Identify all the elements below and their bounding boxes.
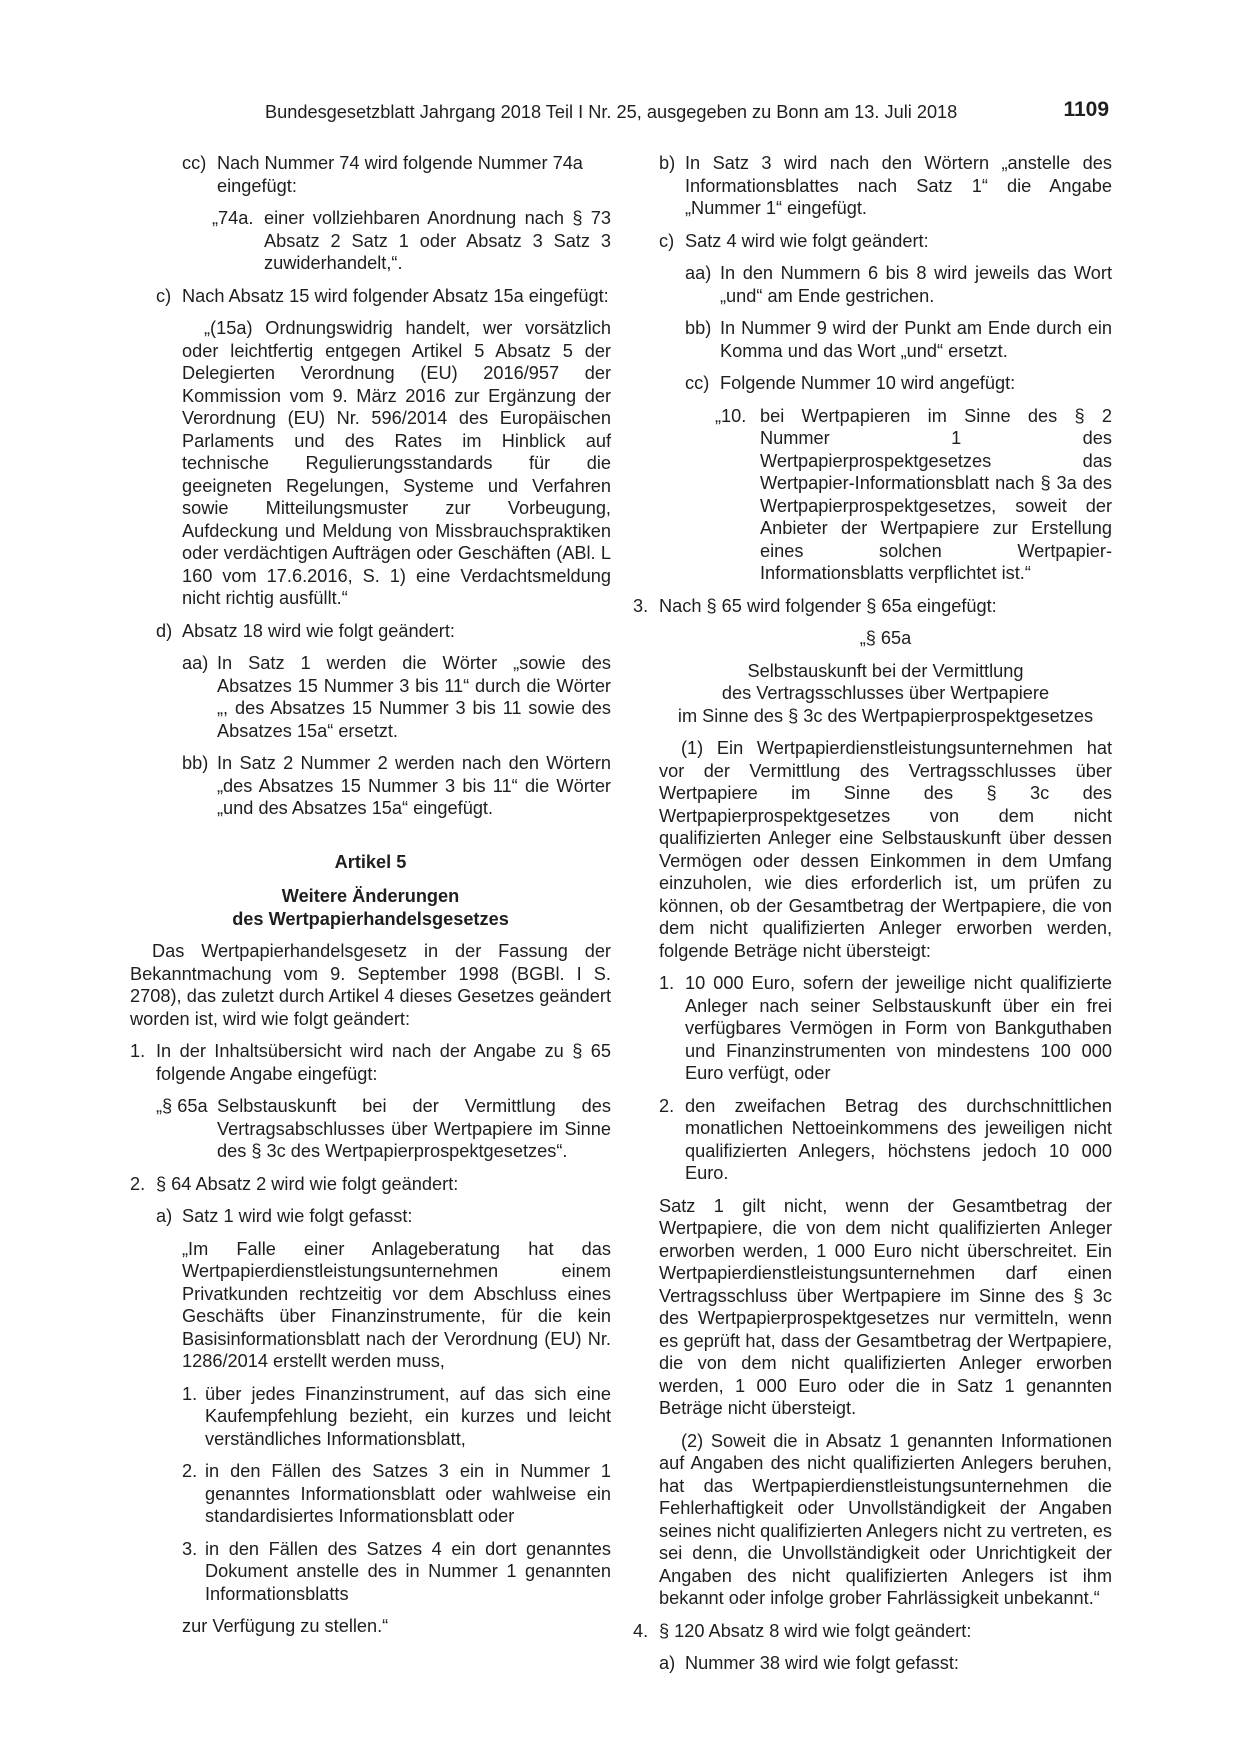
list-item-cc bbox=[685, 372, 1112, 395]
list-item-aa bbox=[685, 262, 1112, 307]
list-text: Nach Absatz 15 wird folgender Absatz 15a eingefügt: bbox=[182, 285, 609, 306]
quote-list-item-3 bbox=[182, 1538, 611, 1606]
section-paragraph-2: (2) Soweit die in Absatz 1 genannten Informationen auf Angaben des nicht qualifizierten Anlegers beruhen, hat das Wertpapierdienstleistungsunternehmen die Fehlerhaftigkeit oder Unvollständigkeit der Angaben seines nicht qualifizierten Anlegers nicht zu vertreten, es sei denn, die Unvollständigkeit oder Unrichtigkeit der Angaben des nicht qualifizierten Anlegers ist ihm bekannt oder infolge grober Fahrlässigkeit unbekannt.“ bbox=[659, 1430, 1112, 1608]
quoted-paragraph-15a: „(15a) Ordnungswidrig handelt, wer vorsätzlich oder leichtfertig entgegen Artikel 5 Absatz 5 der Delegierten Verordnung (EU) 2016/957 der Kommission vom 9. März 2016 zur Ergänzung der Verordnung (EU) Nr. 596/2014 des Europäischen Parlaments und des Rates im Hinblick auf technische Regulierungsstandards für die geeigneten Regelungen, Systeme und Verfahren sowie Mitteilungsmuster zur Vorbeugung, Aufdeckung und Meldung von Missbrauchspraktiken oder verdächtigen Aufträgen oder Geschäften (ABl. L 160 vom 17.6.2016, S. 1) eine Verdachtsmeldung nicht richtig ausfüllt.“ bbox=[182, 318, 611, 608]
list-text: In den Nummern 6 bis 8 wird jeweils das Wort „und“ am Ende gestrichen. bbox=[720, 263, 1112, 306]
list-marker: c) bbox=[659, 230, 675, 251]
list-item-c bbox=[156, 285, 611, 308]
list-text: in den Fällen des Satzes 3 ein in Nummer 1 genanntes Informationsblatt oder wahlweise ein standardisiertes Informationsblatt oder bbox=[205, 1461, 611, 1526]
list-text: über jedes Finanzinstrument, auf das sich eine Kaufempfehlung bezieht, ein kurzes und leicht verständliches Informationsblatt, bbox=[205, 1383, 611, 1449]
list-item-3 bbox=[633, 595, 1112, 618]
list-marker: d) bbox=[156, 620, 173, 641]
list-marker: „§ 65a bbox=[156, 1096, 208, 1116]
list-marker: 2. bbox=[130, 1173, 146, 1194]
quote-closing: zur Verfügung zu stellen.“ bbox=[182, 1616, 389, 1636]
list-text: In Satz 2 Nummer 2 werden nach den Wörtern „des Absatzes 15 Nummer 3 bis 11“ die Wörter „und des Absatzes 15a“ eingefügt. bbox=[217, 753, 611, 818]
list-text: bei Wertpapieren im Sinne des § 2 Nummer 1 des Wertpapierprospektgesetzes das Wertpapier-Informationsblatt nach § 3a des Wertpapierprospektgesetzes, soweit der Anbieter der Wertpapiere zur Erstellung eines solchen Wertpapier-Informationsblatts verpflichtet ist.“ bbox=[760, 405, 1112, 583]
list-marker: bb) bbox=[182, 753, 209, 773]
list-marker: „74a. bbox=[212, 208, 254, 228]
list-marker: 2. bbox=[182, 1461, 198, 1481]
article-title-line-1: Weitere Änderungen bbox=[281, 886, 460, 906]
list-item-2 bbox=[130, 1173, 611, 1196]
article-title-line-2: des Wertpapierhandelsgesetzes bbox=[232, 908, 509, 929]
list-marker: b) bbox=[659, 153, 676, 173]
running-header: Bundesgesetzblatt Jahrgang 2018 Teil I Nr. 25, ausgegeben zu Bonn am 13. Juli 2018 bbox=[265, 102, 958, 122]
list-marker: c) bbox=[156, 285, 172, 306]
right-column bbox=[633, 152, 1112, 1675]
list-marker: aa) bbox=[182, 653, 209, 673]
left-column bbox=[130, 152, 611, 1638]
list-marker: 1. bbox=[130, 1041, 146, 1061]
list-item-1 bbox=[130, 1040, 611, 1085]
list-text: In Satz 3 wird nach den Wörtern „anstelle des Informationsblattes nach Satz 1“ die Angabe „Nummer 1“ eingefügt. bbox=[685, 153, 1112, 218]
section-list-item-1 bbox=[659, 972, 1112, 1085]
list-marker: 3. bbox=[182, 1538, 198, 1559]
list-text: Nach Nummer 74 wird folgende Nummer 74a eingefügt: bbox=[217, 153, 583, 196]
list-text: Satz 4 wird wie folgt geändert: bbox=[685, 230, 929, 251]
section-number: „§ 65a bbox=[859, 628, 912, 648]
list-text: Folgende Nummer 10 wird angefügt: bbox=[720, 373, 1016, 393]
quoted-sentence: „Im Falle einer Anlageberatung hat das Wertpapierdienstleistungsunternehmen einem Privatkunden rechtzeitig vor dem Abschluss eines Geschäfts über Finanzinstrumente, für die kein Basisinformationsblatt nach der Verordnung (EU) Nr. 1286/2014 erstellt werden muss, bbox=[182, 1238, 611, 1371]
list-marker: „10. bbox=[715, 405, 747, 426]
list-marker: a) bbox=[659, 1653, 676, 1673]
section-title-line-3: im Sinne des § 3c des Wertpapierprospektgesetzes bbox=[677, 705, 1094, 726]
list-item-a bbox=[156, 1205, 611, 1228]
section-list-item-2 bbox=[659, 1095, 1112, 1185]
list-item-d bbox=[156, 620, 611, 643]
list-text: in den Fällen des Satzes 4 ein dort genanntes Dokument anstelle des in Nummer 1 genannten Informationsblatts bbox=[205, 1538, 611, 1604]
list-item-74a bbox=[212, 207, 611, 275]
quote-list-item-1 bbox=[182, 1383, 611, 1451]
article-intro: Das Wertpapierhandelsgesetz in der Fassung der Bekanntmachung vom 9. September 1998 (BGBl. I S. 2708), das zuletzt durch Artikel 4 dieses Gesetzes geändert worden ist, wird wie folgt geändert: bbox=[130, 941, 611, 1029]
list-item-4 bbox=[633, 1620, 1112, 1643]
list-marker: 4. bbox=[633, 1620, 649, 1641]
quote-list-item-2 bbox=[182, 1460, 611, 1528]
list-item-bb bbox=[182, 752, 611, 820]
list-item-bb bbox=[685, 317, 1112, 362]
section-title-line-2: des Vertragsschlusses über Wertpapiere bbox=[721, 683, 1050, 703]
list-item-a bbox=[659, 1652, 1112, 1675]
list-marker: 1. bbox=[659, 973, 675, 993]
list-text: In der Inhaltsübersicht wird nach der Angabe zu § 65 folgende Angabe eingefügt: bbox=[156, 1041, 611, 1084]
list-item-cc bbox=[182, 152, 611, 197]
list-item-c bbox=[659, 230, 1112, 253]
list-text: Absatz 18 wird wie folgt geändert: bbox=[182, 620, 455, 641]
article-number: Artikel 5 bbox=[334, 851, 407, 872]
list-text: In Nummer 9 wird der Punkt am Ende durch ein Komma und das Wort „und“ ersetzt. bbox=[720, 318, 1112, 361]
list-item-65a-toc bbox=[156, 1095, 611, 1163]
list-text: § 120 Absatz 8 wird wie folgt geändert: bbox=[659, 1620, 972, 1641]
section-title-line-1: Selbstauskunft bei der Vermittlung bbox=[747, 660, 1024, 681]
list-marker: bb) bbox=[685, 318, 712, 338]
list-text: einer vollziehbaren Anordnung nach § 73 Absatz 2 Satz 1 oder Absatz 3 Satz 3 zuwiderhandelt,“. bbox=[264, 208, 611, 273]
list-marker: cc) bbox=[685, 373, 710, 393]
list-marker: a) bbox=[156, 1206, 173, 1226]
list-text: Nach § 65 wird folgender § 65a eingefügt: bbox=[659, 595, 997, 616]
section-sentence: Satz 1 gilt nicht, wenn der Gesamtbetrag der Wertpapiere, die von dem nicht qualifizierten Anleger erworben werden, 1 000 Euro nicht überschreitet. Ein Wertpapierdienstleistungsunternehmen darf einen Vertragsschluss über Wertpapiere im Sinne des § 3c des Wertpapierprospektgesetzes nur vermitteln, wenn es geprüft hat, dass der Gesamtbetrag der Wertpapiere, die von dem nicht qualifizierten Anleger erworben werden, 1 000 Euro oder die in Satz 1 genannten Beträge nicht übersteigt. bbox=[659, 1195, 1112, 1418]
list-item-aa bbox=[182, 652, 611, 742]
list-text: Nummer 38 wird wie folgt gefasst: bbox=[685, 1653, 959, 1673]
list-text: den zweifachen Betrag des durchschnittlichen monatlichen Nettoeinkommens des jeweiligen nicht qualifizierten Anlegers, höchstens jedoch 10 000 Euro. bbox=[685, 1095, 1112, 1183]
section-paragraph-1: (1) Ein Wertpapierdienstleistungsunternehmen hat vor der Vermittlung des Vertragsschlusses über Wertpapiere im Sinne des § 3c des Wertpapierprospektgesetzes von dem nicht qualifizierten Anleger eine Selbstauskunft über dessen Vermögen oder dessen Einkommen in dem Umfang einzuholen, wie dies erforderlich ist, um prüfen zu können, ob der Gesamtbetrag der Wertpapiere, die von dem nicht qualifizierten Anleger erworben werden, folgende Beträge nicht übersteigt: bbox=[659, 738, 1112, 961]
list-text: Selbstauskunft bei der Vermittlung des Vertragsabschlusses über Wertpapiere im Sinne des § 3c des Wertpapierprospektgesetzes“. bbox=[217, 1096, 611, 1161]
list-item-b bbox=[659, 152, 1112, 220]
page-number: 1109 bbox=[1063, 98, 1109, 121]
list-text: 10 000 Euro, sofern der jeweilige nicht qualifizierte Anleger nach seiner Selbstauskunft über ein frei verfügbares Vermögen in Form von Bankguthaben und Finanzinstrumenten von mindestens 100 000 Euro verfügt, oder bbox=[685, 973, 1112, 1083]
list-text: Satz 1 wird wie folgt gefasst: bbox=[182, 1206, 413, 1226]
list-marker: cc) bbox=[182, 153, 207, 173]
list-marker: 3. bbox=[633, 595, 649, 616]
list-item-10 bbox=[715, 405, 1112, 585]
list-text: § 64 Absatz 2 wird wie folgt geändert: bbox=[156, 1173, 459, 1194]
list-marker: 2. bbox=[659, 1095, 675, 1116]
list-marker: 1. bbox=[182, 1383, 198, 1404]
list-text: In Satz 1 werden die Wörter „sowie des Absatzes 15 Nummer 3 bis 11“ durch die Wörter „, des Absatzes 15 Nummer 3 bis 11 sowie des Absatzes 15a“ ersetzt. bbox=[217, 653, 611, 741]
list-marker: aa) bbox=[685, 263, 712, 283]
